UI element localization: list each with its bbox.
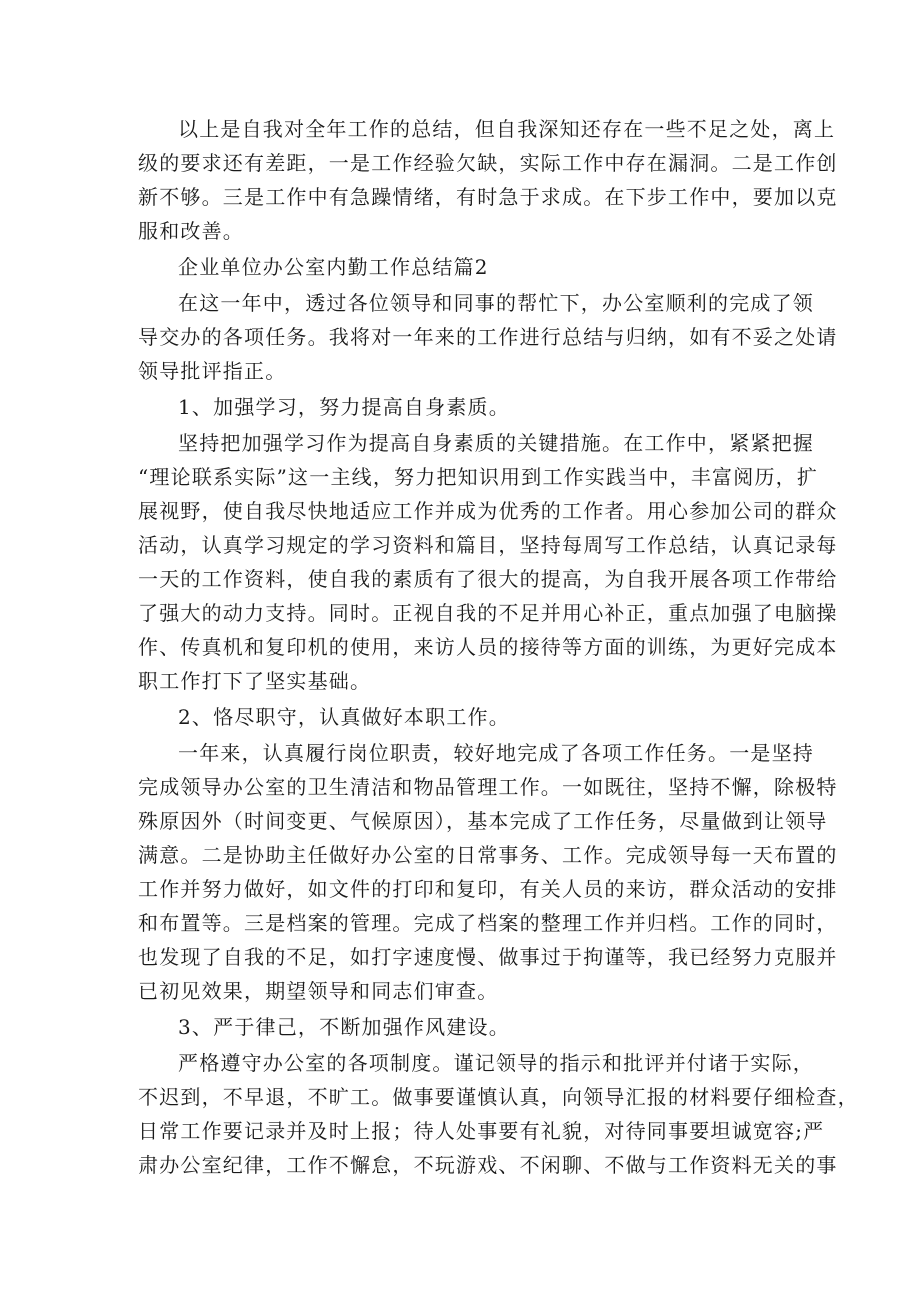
paragraph-line: 职工作打下了坚实基础。 (138, 669, 372, 693)
subheading-2: 2、恪尽职守，认真做好本职工作。 (178, 705, 510, 729)
paragraph-line: 展视野，使自我尽快地适应工作并成为优秀的工作者。用心参加公司的群众 (138, 499, 838, 523)
paragraph-line: 坚持把加强学习作为提高自身素质的关键措施。在工作中，紧紧把握 (178, 431, 814, 455)
paragraph-line: 满意。二是协助主任做好办公室的日常事务、工作。完成领导每一天布置的 (138, 843, 838, 867)
section-heading: 企业单位办公室内勤工作总结篇2 (178, 255, 489, 279)
paragraph-line: 在这一年中，透过各位领导和同事的帮忙下，办公室顺利的完成了领 (178, 291, 814, 315)
subheading-1: 1、加强学习，努力提高自身素质。 (178, 395, 510, 419)
paragraph-line: 工作并努力做好，如文件的打印和复印，有关人员的来访，群众活动的安排 (138, 877, 838, 901)
paragraph-line: 服和改善。 (138, 219, 244, 243)
paragraph-line: 导交办的各项任务。我将对一年来的工作进行总结与归纳，如有不妥之处请 (138, 325, 838, 349)
paragraph-line: 肃办公室纪律，工作不懈怠，不玩游戏、不闲聊、不做与工作资料无关的事 (138, 1153, 838, 1177)
paragraph-line: 作、传真机和复印机的使用，来访人员的接待等方面的训练，为更好完成本 (138, 635, 838, 659)
paragraph-line: 领导批评指正。 (138, 359, 287, 383)
paragraph-line: 日常工作要记录并及时上报；待人处事要有礼貌，对待同事要坦诚宽容;严 (138, 1119, 825, 1143)
paragraph-line: 不迟到，不早退，不旷工。做事要谨慎认真，向领导汇报的材料要仔细检查， (138, 1085, 859, 1109)
paragraph-line: “理论联系实际”这一主线，努力把知识用到工作实践当中，丰富阅历，扩 (138, 465, 819, 489)
paragraph-line: 以上是自我对全年工作的总结，但自我深知还存在一些不足之处，离上 (178, 117, 836, 141)
paragraph-line: 活动，认真学习规定的学习资料和篇目，坚持每周写工作总结，认真记录每 (138, 533, 838, 557)
paragraph-line: 也发现了自我的不足，如打字速度慢、做事过于拘谨等，我已经努力克服并 (138, 945, 838, 969)
paragraph-line: 已初见效果，期望领导和同志们审查。 (138, 979, 499, 1003)
paragraph-line: 和布置等。三是档案的管理。完成了档案的整理工作并归档。工作的同时， (138, 911, 838, 935)
paragraph-line: 新不够。三是工作中有急躁情绪，有时急于求成。在下步工作中，要加以克 (138, 185, 838, 209)
paragraph-line: 殊原因外（时间变更、气候原因），基本完成了工作任务，尽量做到让领导 (138, 809, 828, 833)
paragraph-line: 一天的工作资料，使自我的素质有了很大的提高，为自我开展各项工作带给 (138, 567, 838, 591)
paragraph-line: 完成领导办公室的卫生清洁和物品管理工作。一如既往，坚持不懈，除极特 (138, 775, 838, 799)
paragraph-line: 严格遵守办公室的各项制度。谨记领导的指示和批评并付诸于实际， (178, 1051, 814, 1075)
subheading-3: 3、严于律己，不断加强作风建设。 (178, 1015, 510, 1039)
paragraph-line: 了强大的动力支持。同时。正视自我的不足并用心补正，重点加强了电脑操 (138, 601, 838, 625)
paragraph-line: 级的要求还有差距，一是工作经验欠缺，实际工作中存在漏洞。二是工作创 (138, 151, 838, 175)
paragraph-line: 一年来，认真履行岗位职责，较好地完成了各项工作任务。一是坚持 (178, 741, 814, 765)
